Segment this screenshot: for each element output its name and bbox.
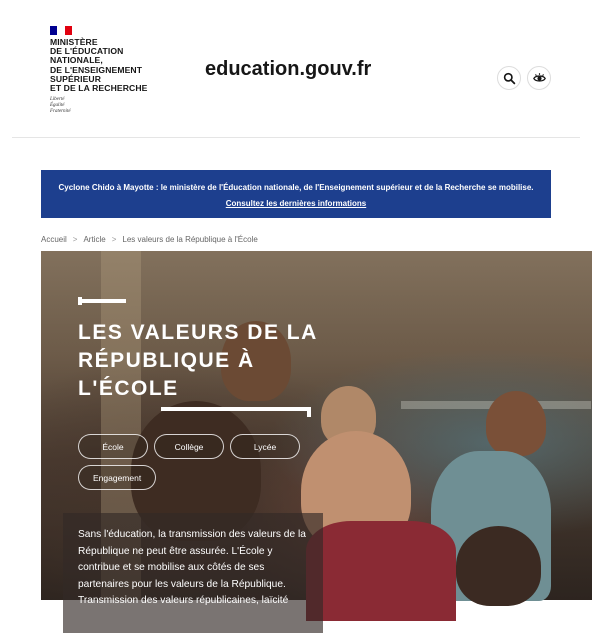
display-settings-button[interactable] bbox=[527, 66, 551, 90]
photo-student bbox=[486, 391, 546, 456]
breadcrumb bbox=[41, 235, 258, 244]
search-button[interactable] bbox=[497, 66, 521, 90]
ministry-name: MINISTÈRE DE L'ÉDUCATION NATIONALE, DE L'ENSEIGNEMENT SUPÉRIEUR ET DE LA RECHERCHE bbox=[50, 37, 148, 94]
hero-banner bbox=[41, 251, 592, 606]
breadcrumb-home[interactable]: Accueil bbox=[41, 235, 67, 244]
tag-college[interactable]: Collège bbox=[154, 434, 224, 459]
republic-motto: Liberté Égalité Fraternité bbox=[50, 97, 71, 115]
ministry-logo[interactable] bbox=[50, 26, 160, 115]
marianne-flag-icon bbox=[50, 26, 72, 35]
breadcrumb-separator: > bbox=[72, 235, 78, 244]
tag-list bbox=[78, 434, 338, 490]
title-accent-line bbox=[161, 407, 311, 411]
display-settings-icon bbox=[533, 72, 546, 85]
breadcrumb-separator: > bbox=[111, 235, 117, 244]
breadcrumb-current: Les valeurs de la République à l'École bbox=[122, 235, 258, 244]
search-icon bbox=[503, 72, 516, 85]
title-accent-corner bbox=[78, 297, 82, 305]
site-header bbox=[0, 0, 600, 138]
photo-student bbox=[306, 521, 456, 621]
tag-engagement[interactable]: Engagement bbox=[78, 465, 156, 490]
alert-banner bbox=[41, 170, 551, 218]
title-accent-corner bbox=[307, 407, 311, 417]
page-title: LES VALEURS DE LA RÉPUBLIQUE À L'ÉCOLE bbox=[78, 321, 318, 400]
header-divider bbox=[12, 137, 580, 138]
intro-text: Sans l'éducation, la transmission des valeurs de la République ne peut être assurée. L'École y contribue et se mobilise aux côtés de ses partenaires pour les valeurs de la République. Transmission des valeurs républicaines, laïcité bbox=[78, 529, 306, 606]
tag-lycee[interactable]: Lycée bbox=[230, 434, 300, 459]
site-name[interactable]: education.gouv.fr bbox=[205, 58, 372, 80]
intro-box bbox=[63, 513, 323, 633]
alert-banner-text: Cyclone Chido à Mayotte : le ministère de l'Éducation nationale, de l'Enseignement supérieur et de la Recherche se mobilise. bbox=[58, 183, 534, 192]
alert-banner-link[interactable]: Consultez les dernières informations bbox=[225, 199, 367, 208]
title-accent-line bbox=[78, 299, 126, 303]
breadcrumb-article[interactable]: Article bbox=[83, 235, 106, 244]
tag-ecole[interactable]: École bbox=[78, 434, 148, 459]
photo-student bbox=[456, 526, 541, 606]
